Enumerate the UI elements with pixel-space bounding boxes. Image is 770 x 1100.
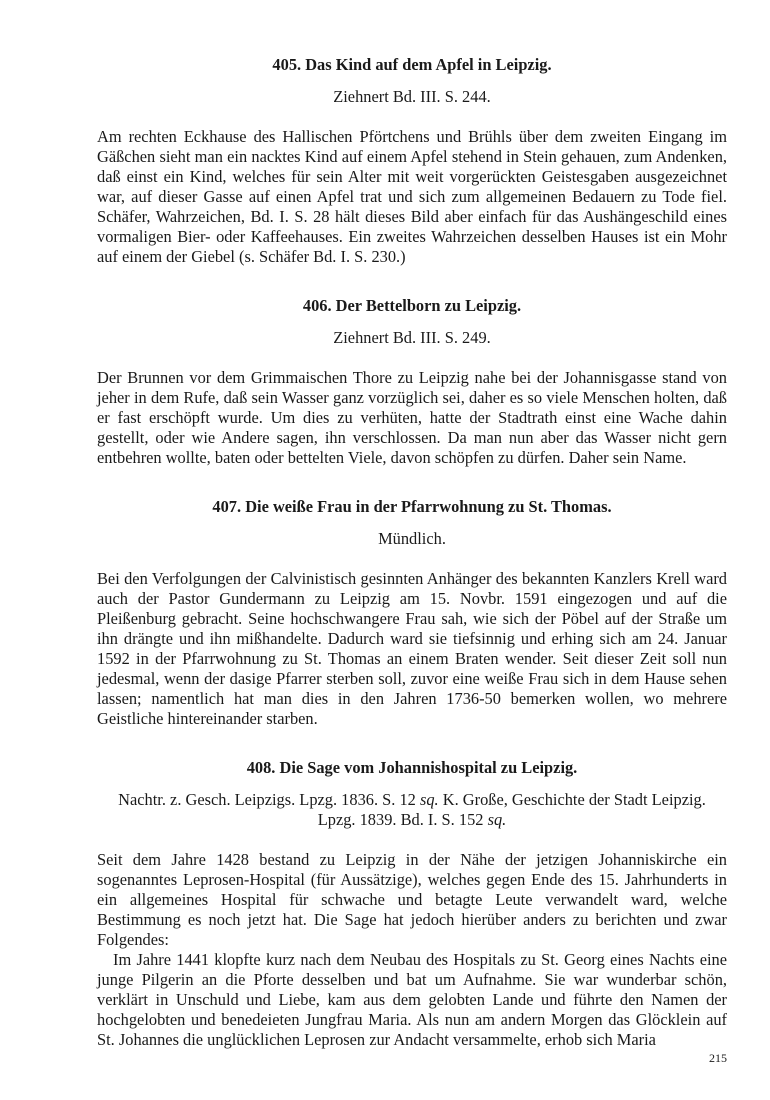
abbrev-sq: sq. — [487, 810, 507, 829]
abbrev-sq: sq. — [419, 790, 439, 809]
paragraph: Im Jahre 1441 klopfte kurz nach dem Neubau des Hospitals zu St. Georg eines Nachts eine junge Pilgerin an die Pforte desselben und bat um Aufnahme. Sie war wunderbar schön, verklärt in Unschuld und Liebe, kam aus dem gelobten Lande und führte den Namen der hochgelobten und benedeieten Jungfrau Maria. Als nun am andern Morgen das Glöcklein auf St. Johannes die unglücklichen Leprosen zur Andacht versammelte, erhob sich Maria — [97, 950, 727, 1049]
paragraph: Am rechten Eckhause des Hallischen Pförtchens und Brühls über dem zweiten Eingang im Gäßchen sieht man ein nacktes Kind auf einem Apfel stehend in Stein gehauen, zum Andenken, daß einst ein Kind, welches für sein Alter mit weit vorgerückten Geistesgaben ausgezeichnet war, auf dieser Gasse auf einen Apfel trat und sich zum allgemeinen Bedauern zu Tode fiel. Schäfer, Wahrzeichen, Bd. I. S. 28 hält dieses Bild aber einfach für das Aushängeschild eines vormaligen Bier- oder Kaffeehauses. Ein zweites Wahrzeichen desselben Hauses ist ein Mohr auf einem der Giebel (s. Schäfer Bd. I. S. 230.) — [97, 127, 727, 266]
source-line: Ziehnert Bd. III. S. 249. — [333, 328, 491, 347]
page-number: 215 — [709, 1051, 727, 1065]
page-body — [97, 55, 727, 1050]
section-title: 407. Die weiße Frau in der Pfarrwohnung zu St. Thomas. — [212, 497, 612, 516]
section-title: 408. Die Sage vom Johannishospital zu Leipzig. — [246, 758, 578, 777]
section-407 — [97, 497, 727, 729]
source-line: Mündlich. — [378, 529, 446, 548]
section-source — [97, 87, 727, 107]
section-source — [97, 529, 727, 549]
source-line: Lpzg. 1839. Bd. I. S. 152 sq. — [317, 810, 507, 829]
source-line: Nachtr. z. Gesch. Leipzigs. Lpzg. 1836. S. 12 sq. K. Große, Geschichte der Stadt Leipzig. — [118, 790, 706, 809]
source-line: Ziehnert Bd. III. S. 244. — [333, 87, 491, 106]
section-source — [97, 328, 727, 348]
section-405 — [97, 55, 727, 267]
paragraph: Der Brunnen vor dem Grimmaischen Thore zu Leipzig nahe bei der Johannisgasse stand von jeher in dem Rufe, daß sein Wasser ganz vorzüglich sei, daher es so viele Menschen holten, daß er fast erschöpft wurde. Um dies zu verhüten, hatte der Stadtrath einst eine Wache dahin gestellt, oder wie Andere sagen, ihn verschlossen. Da man nun aber das Wasser nicht gern entbehren wollte, baten oder bettelten Viele, davon schöpfen zu dürfen. Daher sein Name. — [97, 368, 727, 467]
paragraph: Seit dem Jahre 1428 bestand zu Leipzig in der Nähe der jetzigen Johanniskirche ein sogenanntes Leprosen-Hospital (für Aussätzige), welches gegen Ende des 15. Jahrhunderts in ein allgemeines Hospital für schwache und betagte Leute verwandelt ward, welche Bestimmung es noch jetzt hat. Die Sage hat jedoch hierüber anders zu berichten und zwar Folgendes: — [97, 850, 727, 949]
section-title: 405. Das Kind auf dem Apfel in Leipzig. — [272, 55, 552, 74]
section-408 — [97, 758, 727, 1050]
section-source — [97, 790, 727, 830]
section-title: 406. Der Bettelborn zu Leipzig. — [302, 296, 522, 315]
paragraph: Bei den Verfolgungen der Calvinistisch gesinnten Anhänger des bekannten Kanzlers Krell ward auch der Pastor Gundermann zu Leipzig am 15. Novbr. 1591 eingezogen und auf die Pleißenburg gebracht. Seine hochschwangere Frau sah, wie sich der Pöbel auf der Straße um ihn drängte und ihn mißhandelte. Dadurch ward sie tiefsinnig und erhing sich am 24. Januar 1592 in der Pfarrwohnung zu St. Thomas an einem Braten wender. Seit dieser Zeit soll nun jedesmal, wenn der dasige Pfarrer sterben soll, zuvor eine weiße Frau sich in dem Hause sehen lassen; namentlich hat man dies in den Jahren 1736-50 bemerken wollen, wo mehrere Geistliche hintereinander starben. — [97, 569, 727, 728]
section-406 — [97, 296, 727, 468]
